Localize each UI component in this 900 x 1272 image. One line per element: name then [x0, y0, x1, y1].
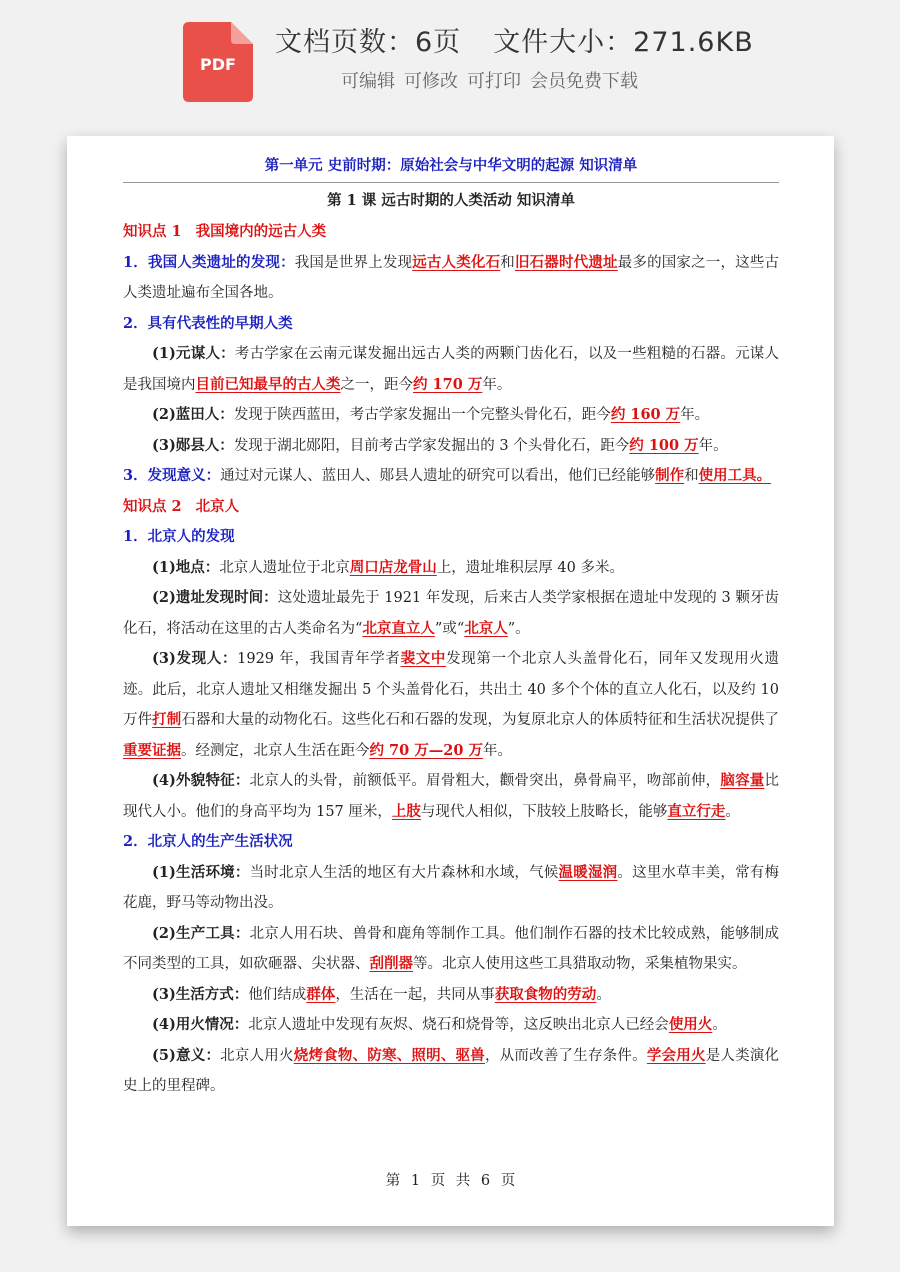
lesson-title: 第 1 课 远古时期的人类活动 知识清单 [327, 192, 575, 209]
paragraph-location: (1)地点：北京人遗址位于北京周口店龙骨山上，遗址堆积层厚 40 多米。 [152, 558, 624, 576]
knowledge-point-1-heading: 知识点 1 我国境内的远古人类 [123, 223, 327, 240]
paragraph-yunxian: (3)郧县人：发现于湖北郧阳，目前考古学家发掘出的 3 个头骨化石，距今约 100 万年。 [152, 436, 728, 454]
paragraph-significance: 3．发现意义：通过对元谋人、蓝田人、郧县人遗址的研究可以看出，他们已经能够制作和使用工具。 [123, 467, 772, 484]
heading-production-life: 2．北京人的生产生活状况 [123, 833, 293, 850]
file-size: 文件大小：271.6KB [493, 27, 754, 58]
paragraph-lifestyle: (3)生活方式：他们结成群体，生活在一起，共同从事获取食物的劳动。 [152, 985, 611, 1003]
paragraph-lantian: (2)蓝田人：发现于陕西蓝田，考古学家发掘出一个完整头骨化石，距今约 160 万年。 [152, 406, 710, 423]
paragraph-environment: (1)生活环境：当时北京人生活的地区有大片森林和水域，气候温暖湿润。这里水草丰美，常有梅花鹿，野马等动物出没。 [123, 863, 780, 911]
paragraph-yuanmou: (1)元谋人：考古学家在云南元谋发掘出远古人类的两颗门齿化石，以及一些粗糙的石器。元谋人是我国境内目前已知最早的古人类之一，距今约 170 万年。 [123, 345, 779, 393]
page-number: 第 1 页 共 6 页 [385, 1173, 516, 1189]
paragraph-fire-use: (4)用火情况：北京人遗址中发现有灰烬、烧石和烧骨等，这反映出北京人已经会使用火。 [152, 1016, 727, 1033]
knowledge-point-2-heading: 知识点 2 北京人 [123, 497, 240, 515]
document-content [123, 136, 779, 1102]
pdf-file-icon [183, 22, 253, 102]
document-page [67, 136, 834, 1226]
paragraph-fire-meaning: (5)意义：北京人用火烧烤食物、防寒、照明、驱兽，从而改善了生存条件。学会用火是人类演化史上的里程碑。 [123, 1046, 780, 1094]
banner-features [341, 67, 647, 93]
feature-modifiable: 可修改 [404, 71, 458, 92]
download-banner [0, 0, 900, 125]
heading-peking-discovery: 1．北京人的发现 [123, 528, 235, 545]
feature-member-download[interactable]: 会员免费下载 [530, 71, 638, 92]
paragraph-tools: (2)生产工具：北京人用石块、兽骨和鹿角等制作工具。他们制作石器的技术比较成熟，能够制成不同类型的工具，如砍砸器、尖状器、刮削器等。北京人使用这些工具猎取动物，采集植物果实。 [123, 924, 780, 972]
feature-editable: 可编辑 [341, 71, 395, 92]
pdf-icon-label: PDF [200, 55, 236, 74]
heading-early-humans: 2．具有代表性的早期人类 [123, 314, 293, 332]
unit-title: 第一单元 史前时期：原始社会与中华文明的起源 知识清单 [123, 136, 779, 183]
paragraph-appearance: (4)外貌特征：北京人的头骨，前额低平。眉骨粗大，颧骨突出，鼻骨扁平，吻部前伸，脑容量比现代人小。他们的身高平均为 157 厘米，上肢与现代人相似，下肢较上肢略长，能够直立行走。 [123, 772, 780, 820]
feature-printable: 可打印 [467, 71, 521, 92]
paragraph-discovery-time: (2)遗址发现时间：这处遗址最先于 1921 年发现，后来古人类学家根据在遗址中发现的 3 颗牙齿化石，将活动在这里的古人类命名为“北京直立人”或“北京人”。 [123, 589, 780, 637]
banner-title [275, 20, 754, 59]
page-count: 文档页数：6页 [275, 27, 462, 58]
paragraph-site-discovery: 1．我国人类遗址的发现：我国是世界上发现远古人类化石和旧石器时代遗址最多的国家之一，这些古人类遗址遍布全国各地。 [123, 253, 780, 301]
paragraph-discoverer: (3)发现人：1929 年，我国青年学者裴文中发现第一个北京人头盖骨化石，同年又发现用火遗迹。此后，北京人遗址又相继发掘出 5 个头盖骨化石，共出土 40 多个个体的直立人化石，以及约 10 万件打制石器和大量的动物化石。这些化石和石器的发现，为复原北京人的体质特征和生活状况提供了重要证据。经测定，北京人生活在距今约 70 万—20 万年。 [123, 650, 780, 759]
